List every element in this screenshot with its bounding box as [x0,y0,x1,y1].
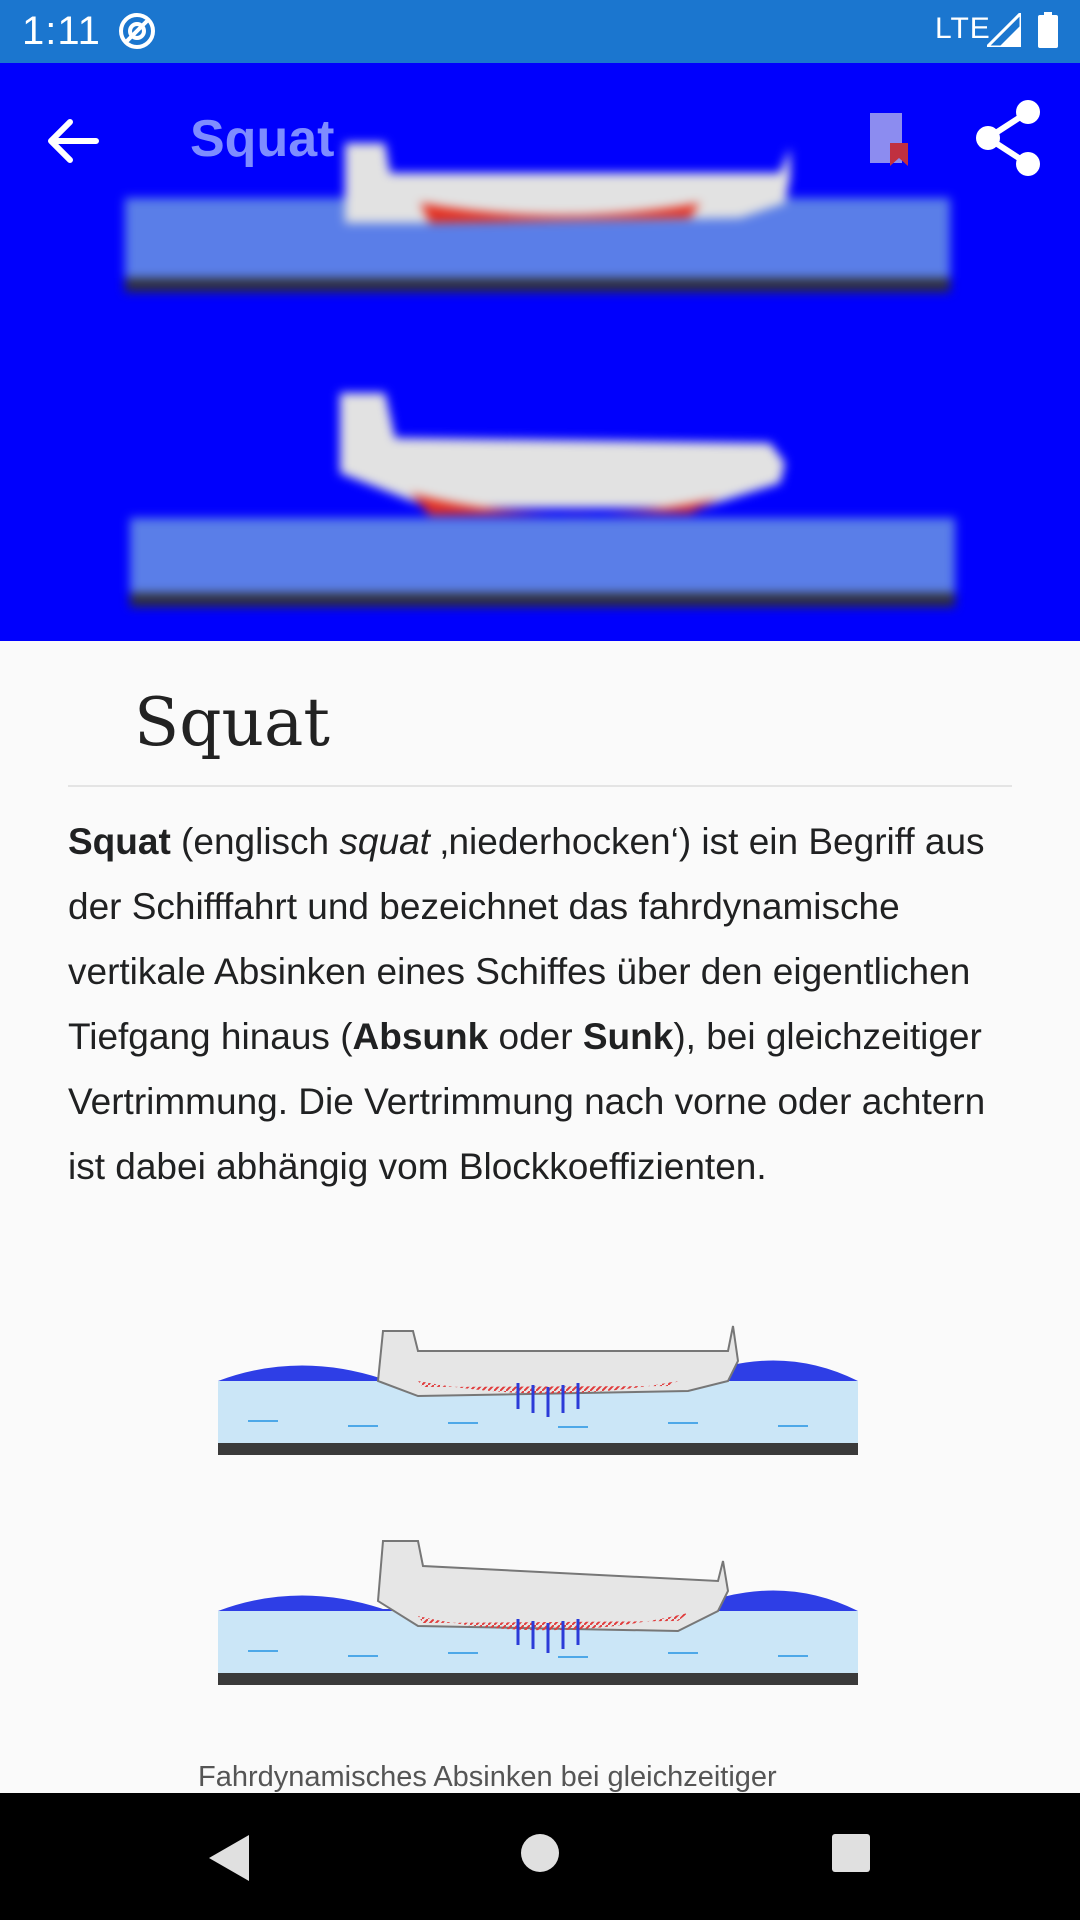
lead-italic-word: squat [339,821,430,862]
lead-term: Squat [68,821,171,862]
article-lead-paragraph [68,809,1012,1199]
lead-text-1: (englisch [170,821,340,862]
signal-strength-icon [987,13,1021,47]
article-content [68,641,1012,1793]
bookmark-icon[interactable] [865,108,915,174]
network-type-label: LTE [935,12,991,45]
share-icon[interactable] [968,98,1048,178]
lead-text-2: ‚niederhocken‘) ist ein Begriff aus der Schifffahrt und bezeichnet das fahrdynamische vertikale Absinken eines Schiffes über den eigentlichen Tiefgang hinaus ( [68,821,985,1057]
battery-icon [1038,12,1058,48]
status-time: 1:11 [22,9,101,53]
article-header-image [0,63,1080,641]
back-arrow-icon[interactable] [40,108,106,174]
figure-caption: Fahrdynamisches Absinken bei gleichzeitiger [198,1761,777,1793]
nav-recents-icon[interactable] [831,1833,871,1873]
article-title: Squat [134,684,330,761]
nav-home-icon[interactable] [520,1833,560,1873]
lead-text-3: oder [488,1016,583,1057]
status-bar [0,0,1080,63]
title-divider [68,785,1012,787]
app-notification-icon [117,11,157,51]
nav-back-icon[interactable] [205,1833,251,1883]
ship-squat-illustration-blurred [0,63,1080,641]
system-navigation-bar [0,1793,1080,1920]
lead-term-absunk: Absunk [352,1016,489,1057]
toolbar-title: Squat [190,110,335,168]
lead-text-4: ), bei gleichzeitiger Vertrimmung. Die Vertrimmung nach vorne oder achtern ist dabei abhängig vom Blockkoeffizienten. [68,1016,986,1187]
ship-squat-diagram[interactable] [218,1301,858,1721]
lead-term-sunk: Sunk [582,1016,674,1057]
